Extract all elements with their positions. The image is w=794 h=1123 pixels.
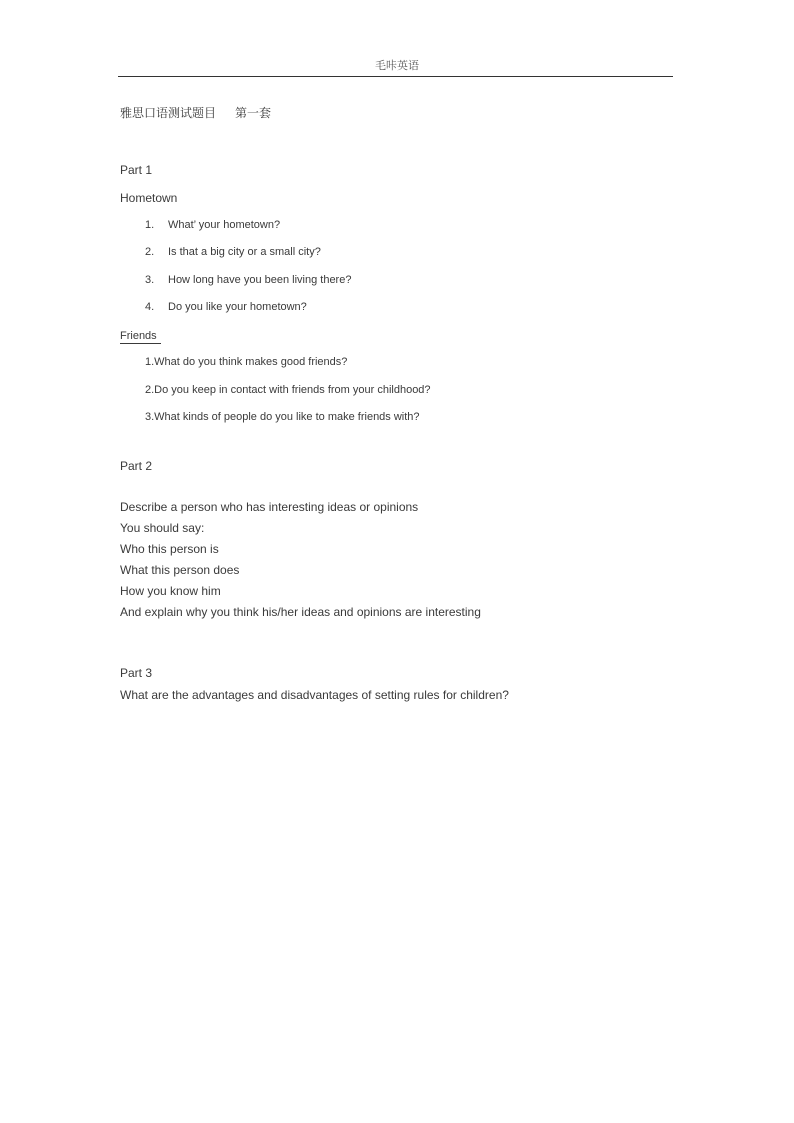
hometown-item-number: 2. <box>145 246 155 258</box>
part2-prompt: Describe a person who has interesting ideas or opinions <box>120 500 419 514</box>
document-set-label: 第一套 <box>235 106 272 120</box>
part3-question: What are the advantages and disadvantages of setting rules for children? <box>120 688 509 702</box>
hometown-heading: Hometown <box>120 191 178 205</box>
hometown-item-number: 1. <box>145 219 155 231</box>
hometown-item-text: Do you like your hometown? <box>168 301 307 313</box>
friends-item: 1.What do you think makes good friends? <box>145 356 348 368</box>
hometown-item-number: 4. <box>145 301 155 313</box>
hometown-item-text: Is that a big city or a small city? <box>168 246 321 258</box>
part3-heading: Part 3 <box>120 666 153 680</box>
page-header-title: 毛咔英语 <box>375 59 419 72</box>
header-divider <box>118 76 673 77</box>
friends-item: 3.What kinds of people do you like to make friends with? <box>145 411 420 423</box>
friends-item: 2.Do you keep in contact with friends from your childhood? <box>145 384 431 396</box>
friends-heading: Friends <box>120 330 161 344</box>
part2-line: What this person does <box>120 563 240 577</box>
hometown-item-number: 3. <box>145 274 155 286</box>
part2-line: And explain why you think his/her ideas and opinions are interesting <box>120 605 481 619</box>
part2-heading: Part 2 <box>120 459 153 473</box>
hometown-item-text: What’ your hometown? <box>168 219 281 231</box>
document-title: 雅思口语测试题目 <box>120 106 217 120</box>
part1-heading: Part 1 <box>120 163 153 177</box>
part2-line: How you know him <box>120 584 221 598</box>
friends-heading-wrapper <box>120 328 161 344</box>
part2-line: You should say: <box>120 521 205 535</box>
hometown-item-text: How long have you been living there? <box>168 274 352 286</box>
part2-line: Who this person is <box>120 542 219 556</box>
